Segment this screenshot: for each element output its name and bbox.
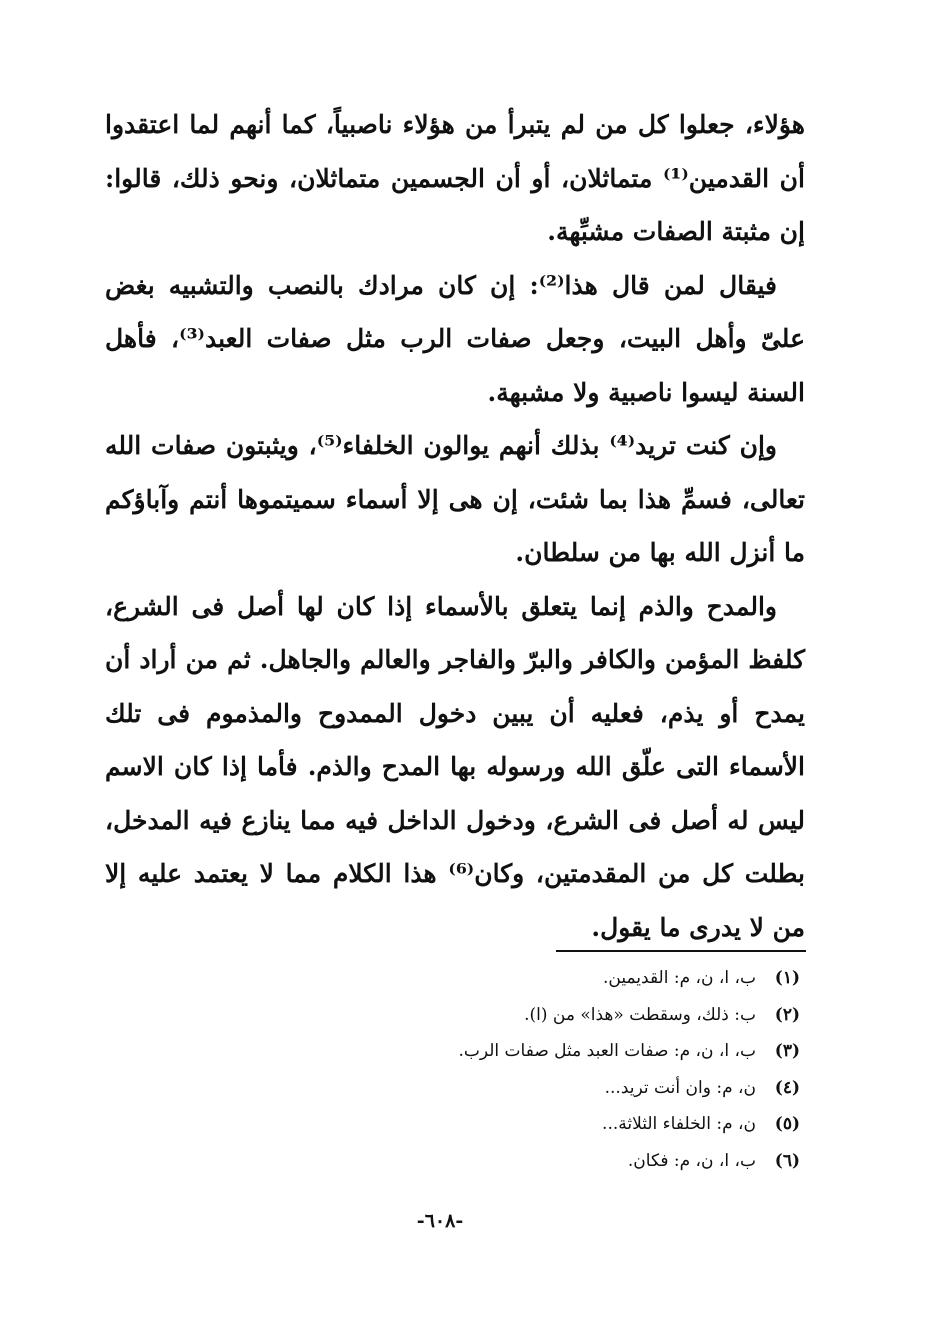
footnote (300, 1143, 800, 1180)
footnote-number: (٤) (774, 1077, 800, 1098)
footnote (300, 1033, 800, 1070)
footnote-divider (556, 950, 806, 952)
footnote (300, 1070, 800, 1107)
paragraph: هؤلاء، جعلوا كل من لم يتبرأ من هؤلاء ناصبياً، كما أنهم لما اعتقدوا أن القدمين⁽¹⁾ متماثلان، أو أن الجسمين متماثلان، ونحو ذلك، قالوا: إن مثبتة الصفات مشبِّهة. (105, 110, 805, 246)
page-number: -٦٠٨- (416, 1210, 464, 1232)
footnote-number: (١) (774, 968, 800, 988)
footnote-text: ب، ا، ن، م: صفات العبد مثل صفات الرب. (458, 1041, 756, 1061)
footnote (300, 960, 800, 997)
footnote-text: ن، م: وان أنت تريد... (604, 1077, 756, 1098)
footnote-text: ب، ا، ن، م: القديمين. (603, 968, 756, 988)
footnotes (300, 960, 800, 1179)
footnote-number: (٣) (774, 1041, 800, 1061)
footnote-text: ب، ا، ن، م: فكان. (627, 1150, 756, 1171)
footnote-text: ب: ذلك، وسقطت «هذا» من (ا). (524, 1004, 756, 1025)
footnote-text: ن، م: الخلفاء الثلاثة... (602, 1114, 756, 1134)
footnote (300, 1106, 800, 1143)
paragraph: فيقال لمن قال هذا⁽²⁾: إن كان مرادك بالنصب والتشبيه بغض علىّ وأهل البيت، وجعل صفات الرب مثل صفات العبد⁽³⁾، فأهل السنة ليسوا ناصبية ولا مشبهة. (105, 270, 805, 407)
footnote-number: (٦) (774, 1150, 800, 1171)
paragraph: والمدح والذم إنما يتعلق بالأسماء إذا كان لها أصل فى الشرع، كلفظ المؤمن والكافر والبرّ والفاجر والعالم والجاهل. ثم من أراد أن يمدح أو يذم، فعليه أن يبين دخول الممدوح والمذموم فى تلك الأسماء التى علّق الله ورسوله بها المدح والذم. فأما إذا كان الاسم ليس له أصل فى الشرع، ودخول الداخل فيه مما ينازع فيه المدخل، بطلت كل من المقدمتين، وكان⁽⁶⁾ هذا الكلام مما لا يعتمد عليه إلا من لا يدرى ما يقول. (105, 591, 806, 942)
footnote (300, 997, 800, 1034)
paragraph: وإن كنت تريد⁽⁴⁾ بذلك أنهم يوالون الخلفاء⁽⁵⁾، ويثبتون صفات الله تعالى، فسمِّ هذا بما شئت، إن هى إلا أسماء سميتموها أنتم وآباؤكم ما أنزل الله بها من سلطان. (105, 431, 805, 567)
body-text (105, 98, 805, 954)
footnote-number: (٥) (774, 1114, 800, 1134)
footnote-number: (٢) (774, 1004, 800, 1025)
